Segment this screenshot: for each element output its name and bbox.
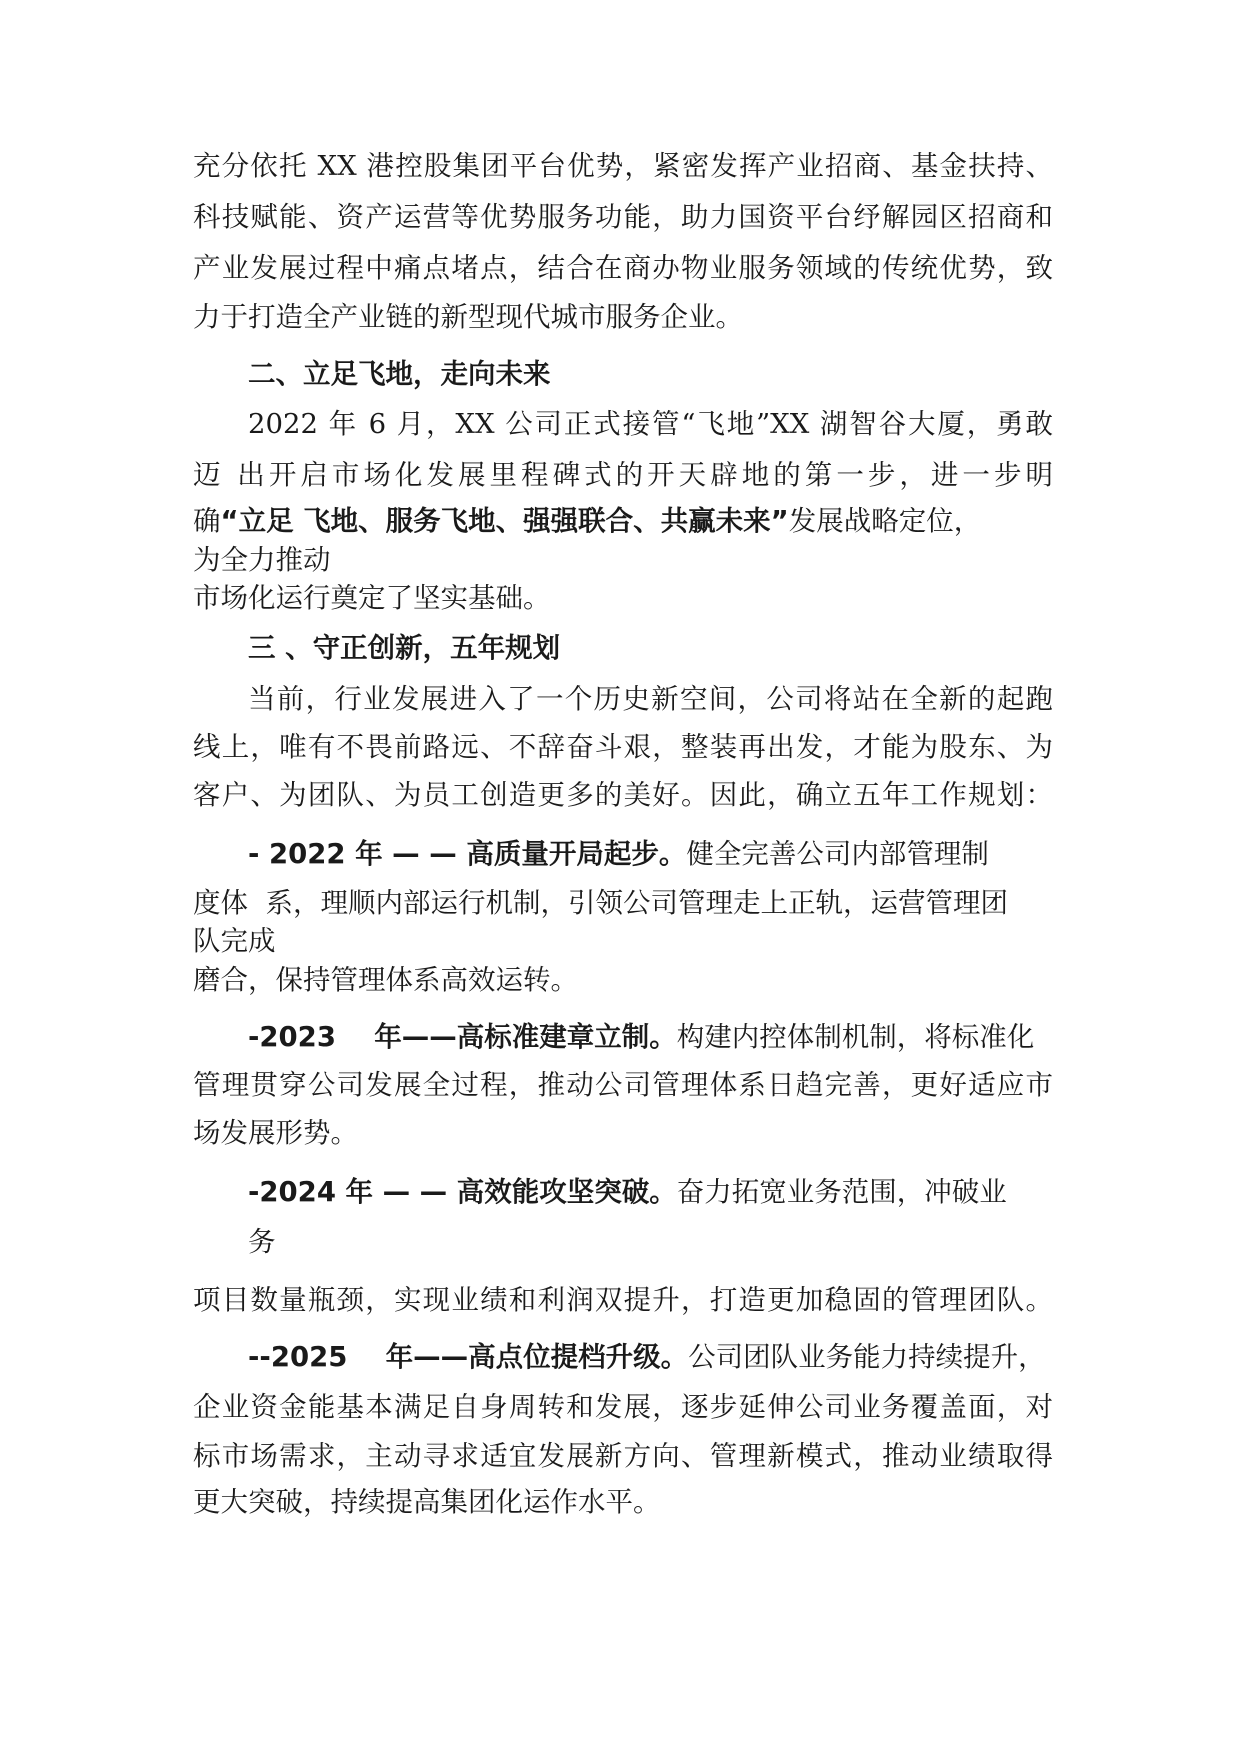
plan-2022-line-1 bbox=[248, 836, 989, 872]
section2-line-1: 2022 年 6 月，XX 公司正式接管“飞地”XX 湖智谷大厦，勇敢 bbox=[248, 408, 1053, 440]
plan-2022-text: 健全完善公司内部管理制 bbox=[686, 838, 989, 870]
intro-line-1: 充分依托 XX 港控股集团平台优势，紧密发挥产业招商、基金扶持、 bbox=[193, 150, 1053, 182]
plan-2024-line-2: 务 bbox=[248, 1226, 276, 1258]
section2-line-4: 为全力推动 bbox=[193, 544, 331, 576]
plan-2023-line-3: 场发展形势。 bbox=[193, 1117, 358, 1149]
plan-2024-title: -2024 年 — — 高效能攻坚突破。 bbox=[248, 1176, 677, 1208]
plan-2022-title: - 2022 年 — — 高质量开局起步。 bbox=[248, 838, 687, 870]
intro-line-2: 科技赋能、资产运营等优势服务功能，助力国资平台纾解园区招商和 bbox=[193, 201, 1053, 233]
intro-line-4: 力于打造全产业链的新型现代城市服务企业。 bbox=[193, 301, 743, 333]
section2-line-5: 市场化运行奠定了坚实基础。 bbox=[193, 582, 551, 614]
plan-2025-line-1 bbox=[248, 1339, 1046, 1375]
plan-2022-line-4: 磨合，保持管理体系高效运转。 bbox=[193, 964, 578, 996]
plan-2024-line-3: 项目数量瓶颈，实现业绩和利润双提升，打造更加稳固的管理团队。 bbox=[193, 1284, 1053, 1316]
plan-2023-line-2: 管理贯穿公司发展全过程，推动公司管理体系日趋完善，更好适应市 bbox=[193, 1069, 1053, 1101]
plan-2025-title: --2025 年——高点位提档升级。 bbox=[248, 1341, 689, 1373]
plan-2024-text: 奋力拓宽业务范围，冲破业 bbox=[676, 1176, 1007, 1208]
section3-heading: 三 、守正创新，五年规划 bbox=[248, 632, 561, 664]
section2-line-3-prefix: 确 bbox=[193, 505, 221, 537]
section2-line-3 bbox=[193, 503, 981, 539]
plan-2023-line-1 bbox=[248, 1019, 1034, 1055]
plan-2025-text: 公司团队业务能力持续提升， bbox=[688, 1341, 1046, 1373]
intro-line-3: 产业发展过程中痛点堵点，结合在商办物业服务领域的传统优势，致 bbox=[193, 252, 1053, 284]
plan-2023-title: -2023 年——高标准建章立制。 bbox=[248, 1021, 677, 1053]
plan-2022-line-2: 度体 系，理顺内部运行机制，引领公司管理走上正轨，运营管理团 bbox=[193, 887, 1008, 919]
plan-2024-line-1 bbox=[248, 1174, 1007, 1210]
section2-heading: 二、立足飞地，走向未来 bbox=[248, 358, 551, 390]
plan-2023-text: 构建内控体制机制，将标准化 bbox=[676, 1021, 1035, 1053]
section3-intro-line-2: 线上，唯有不畏前路远、不辞奋斗艰，整装再出发，才能为股东、为 bbox=[193, 731, 1053, 763]
section2-line-2: 迈 出开启市场化发展里程碑式的开天辟地的第一步，进一步明 bbox=[193, 459, 1053, 491]
section3-intro-line-3: 客户、为团队、为员工创造更多的美好。因此，确立五年工作规划： bbox=[193, 779, 1053, 811]
plan-2025-line-2: 企业资金能基本满足自身周转和发展，逐步延伸公司业务覆盖面，对 bbox=[193, 1391, 1053, 1423]
strategy-positioning-bold: “立足 飞地、服务飞地、强强联合、共赢未来” bbox=[220, 505, 789, 537]
plan-2025-line-3: 标市场需求，主动寻求适宜发展新方向、管理新模式，推动业绩取得 bbox=[193, 1440, 1053, 1472]
plan-2022-line-3: 队完成 bbox=[193, 925, 276, 957]
section3-intro-line-1: 当前，行业发展进入了一个历史新空间，公司将站在全新的起跑 bbox=[248, 683, 1053, 715]
plan-2025-line-4: 更大突破，持续提高集团化运作水平。 bbox=[193, 1486, 661, 1518]
section2-line-3-suffix: 发展战略定位， bbox=[788, 505, 982, 537]
